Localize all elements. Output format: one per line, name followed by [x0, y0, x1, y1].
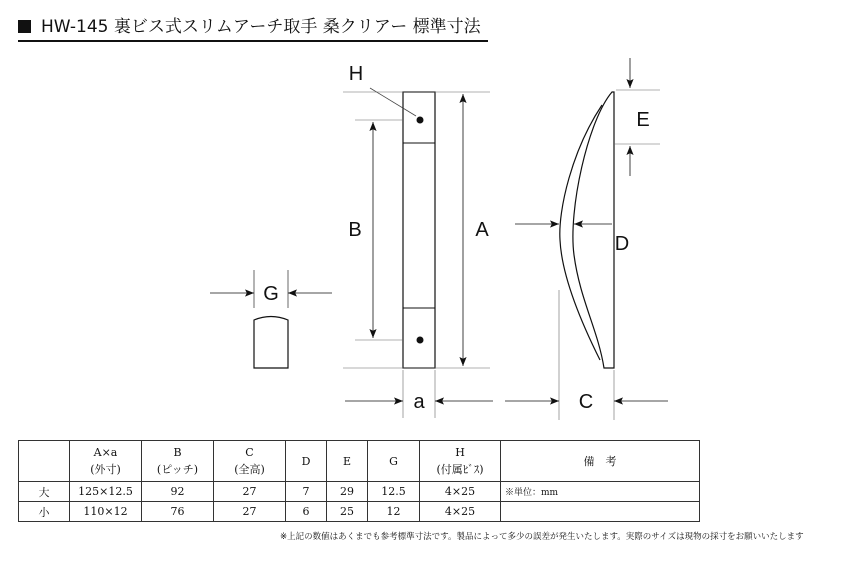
cell-remarks: ※単位：mm: [501, 482, 700, 502]
cell-C: 27: [214, 502, 286, 522]
cell-D: 7: [286, 482, 327, 502]
label-C: C: [578, 391, 594, 413]
spec-table: [18, 440, 700, 522]
header-B: B (ピッチ): [142, 441, 214, 482]
header-C: C (全高): [214, 441, 286, 482]
header-E: E: [327, 441, 368, 482]
handle-front-body: [403, 92, 435, 368]
label-a: a: [413, 391, 425, 413]
cell-G: 12.5: [368, 482, 420, 502]
cell-E: 25: [327, 502, 368, 522]
handle-arch-profile: [573, 92, 614, 368]
cell-G: 12: [368, 502, 420, 522]
arch-view: [505, 58, 668, 420]
header-remarks: 備 考: [501, 441, 700, 482]
row-label: 大: [19, 482, 70, 502]
header-D: D: [286, 441, 327, 482]
handle-side-profile: [254, 317, 288, 369]
side-view: [210, 270, 332, 368]
header-G: G: [368, 441, 420, 482]
label-H: H: [348, 63, 364, 85]
table-row: [19, 502, 700, 522]
screw-hole-bottom: [417, 337, 424, 344]
cell-remarks: [501, 502, 700, 522]
cell-A-a: 110×12: [70, 502, 142, 522]
cell-D: 6: [286, 502, 327, 522]
header-H: H (付属ﾋﾞｽ): [420, 441, 501, 482]
cell-H: 4×25: [420, 502, 501, 522]
label-E: E: [636, 109, 650, 131]
front-view: [343, 63, 493, 418]
cell-E: 29: [327, 482, 368, 502]
handle-arch-inner-curve: [560, 105, 602, 360]
cell-B: 76: [142, 502, 214, 522]
footnote: ※上記の数値はあくまでも参考標準寸法です。製品によって多少の誤差が発生いたします。実際のサイズは現物の採寸をお願いいたします: [280, 532, 804, 542]
header-blank: [19, 441, 70, 482]
label-G: G: [263, 283, 279, 305]
screw-hole-top: [417, 117, 424, 124]
cell-C: 27: [214, 482, 286, 502]
label-D: D: [614, 233, 630, 255]
table-header-row: [19, 441, 700, 482]
table-row: [19, 482, 700, 502]
header-A-a: A×a (外寸): [70, 441, 142, 482]
label-A: A: [475, 219, 489, 241]
label-B: B: [348, 219, 362, 241]
cell-A-a: 125×12.5: [70, 482, 142, 502]
cell-H: 4×25: [420, 482, 501, 502]
cell-B: 92: [142, 482, 214, 502]
row-label: 小: [19, 502, 70, 522]
page-title-text: HW-145 裏ビス式スリムアーチ取手 桑クリアー 標準寸法: [41, 17, 481, 37]
